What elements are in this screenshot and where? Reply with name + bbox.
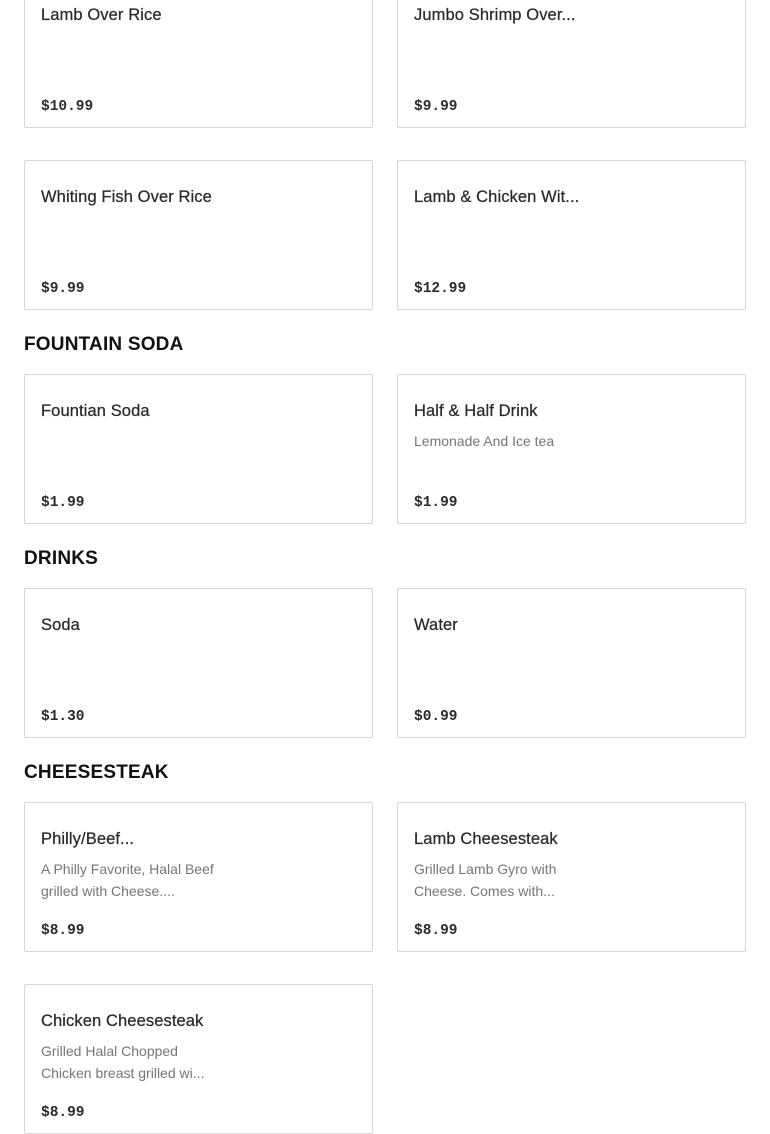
menu-item-card[interactable]: [24, 160, 373, 310]
menu-item-price: $10.99: [41, 99, 94, 115]
menu-item-name: Half & Half Drink: [414, 402, 538, 420]
menu-item-description: Lemonade And Ice tea: [414, 433, 555, 449]
menu-item-name: Lamb & Chicken Wit...: [414, 188, 580, 206]
menu-item-price: $0.99: [414, 709, 458, 725]
menu-item-card[interactable]: [397, 374, 746, 524]
menu-item-card[interactable]: [397, 0, 746, 128]
menu-item-price: $12.99: [414, 281, 467, 297]
menu-item-name: Chicken Cheesesteak: [41, 1012, 204, 1030]
menu-item-name: Water: [414, 616, 458, 634]
section-title-cheesesteak: CHEESESTEAK: [24, 762, 169, 783]
menu-item-price: $9.99: [414, 99, 458, 115]
menu-item-card[interactable]: [24, 984, 373, 1134]
menu-item-name: Philly/Beef...: [41, 830, 135, 848]
menu-item-price: $1.99: [414, 495, 458, 511]
menu-item-card[interactable]: [24, 374, 373, 524]
menu-item-name: Fountian Soda: [41, 402, 150, 420]
menu-item-price: $8.99: [41, 923, 85, 939]
menu-item-price: $1.30: [41, 709, 85, 725]
menu-item-price: $8.99: [414, 923, 458, 939]
menu-item-description: Grilled Halal Chopped Chicken breast grilled wi...: [41, 1043, 205, 1081]
menu-item-card[interactable]: [24, 0, 373, 128]
menu-item-price: $9.99: [41, 281, 85, 297]
menu-item-card[interactable]: [24, 588, 373, 738]
section-title-fountain-soda: FOUNTAIN SODA: [24, 334, 184, 355]
menu-item-name: Lamb Over Rice: [41, 6, 162, 24]
menu-item-card[interactable]: [397, 160, 746, 310]
menu-item-card[interactable]: [397, 588, 746, 738]
menu-item-name: Whiting Fish Over Rice: [41, 188, 212, 206]
menu-item-price: $1.99: [41, 495, 85, 511]
menu-item-card[interactable]: [24, 802, 373, 952]
menu-item-card[interactable]: [397, 802, 746, 952]
menu-item-price: $8.99: [41, 1105, 85, 1121]
section-title-drinks: DRINKS: [24, 548, 99, 569]
menu-item-name: Soda: [41, 616, 80, 634]
menu-item-description: A Philly Favorite, Halal Beef grilled with Cheese....: [41, 861, 214, 899]
menu-item-name: Jumbo Shrimp Over...: [414, 6, 576, 24]
menu-item-description: Grilled Lamb Gyro with Cheese. Comes with...: [414, 861, 557, 899]
menu-item-name: Lamb Cheesesteak: [414, 830, 558, 848]
